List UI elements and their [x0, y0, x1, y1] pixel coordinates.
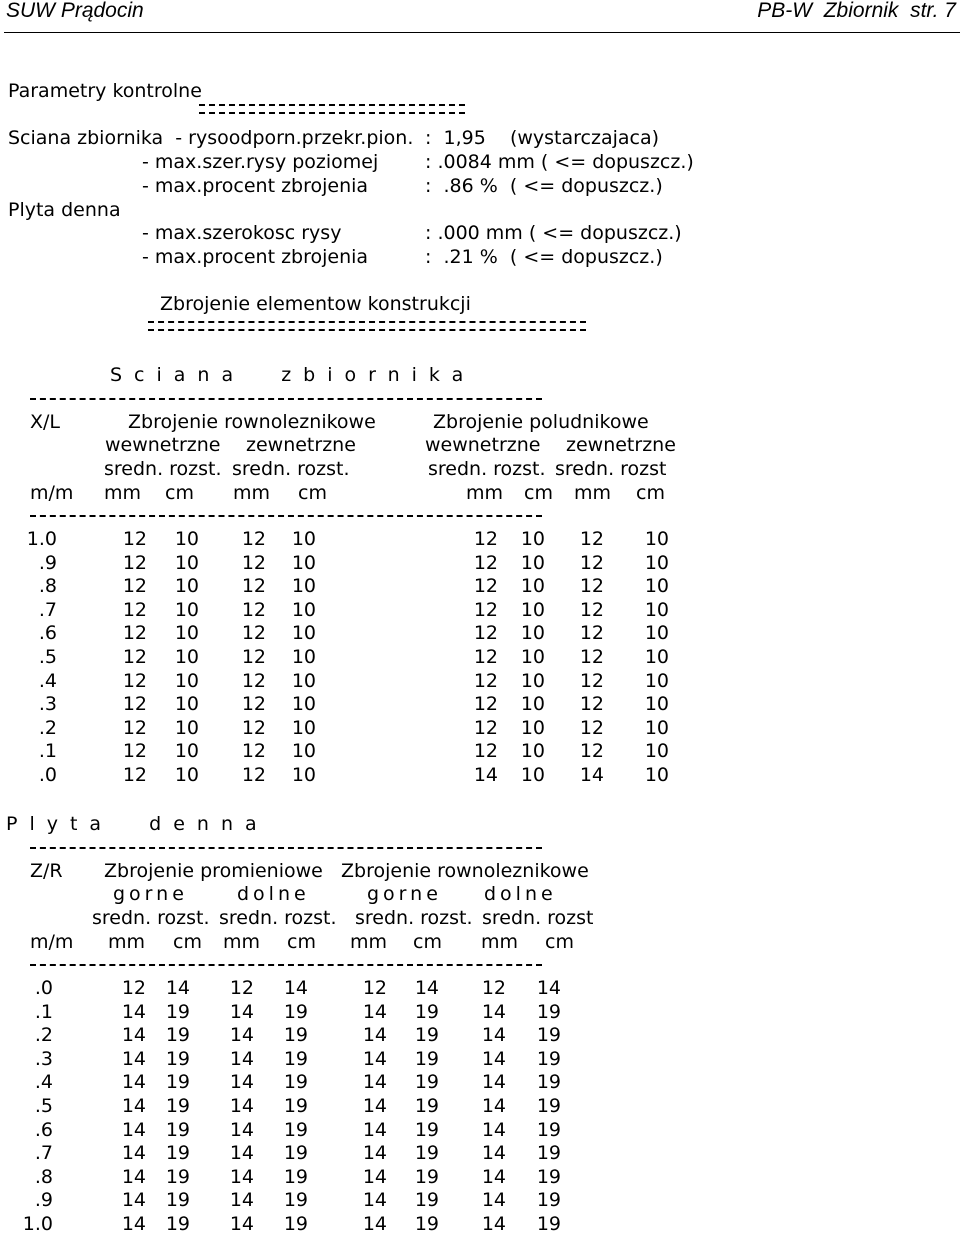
table-cell: 12 — [241, 551, 266, 574]
table-cell: 19 — [414, 1047, 439, 1070]
table-cell: 14 — [481, 1000, 506, 1023]
table-cell: 14 — [121, 1024, 146, 1047]
table-cell: 19 — [165, 1189, 190, 1212]
table-cell: 14 — [481, 1165, 506, 1188]
param-value: : .0084 mm ( <= dopuszcz.) — [425, 151, 694, 173]
table-cell: 14 — [362, 1213, 387, 1235]
row-position-cell: .5 — [34, 1095, 53, 1117]
table-cell: 12 — [473, 693, 498, 716]
unit-label: cm — [298, 482, 327, 504]
sciana-group-left: Zbrojenie rownoleznikowe — [128, 411, 376, 433]
param-label: - max.szerokosc rysy — [142, 222, 342, 244]
table-cell: 19 — [165, 1118, 190, 1141]
table-cell: 12 — [122, 693, 147, 716]
row-position-cell: 1.0 — [26, 528, 57, 550]
table-cell: 14 — [473, 764, 498, 786]
table-cell: 14 — [481, 1189, 506, 1212]
table-cell: 12 — [579, 716, 604, 739]
table-cell: 10 — [174, 646, 199, 668]
row-position-cell: .6 — [34, 1118, 53, 1141]
table-cell: 10 — [644, 598, 669, 621]
param-label: - max.szer.rysy poziomej — [142, 151, 379, 173]
table-cell: 14 — [229, 1071, 254, 1094]
table-cell: 10 — [174, 740, 199, 763]
table-cell: 14 — [229, 1118, 254, 1141]
unit-label: mm — [233, 482, 271, 504]
table-cell: 19 — [536, 1071, 561, 1094]
table-cell: 19 — [536, 1213, 561, 1235]
table-cell: 10 — [174, 716, 199, 739]
table-cell: 14 — [121, 1047, 146, 1070]
table-cell: 19 — [536, 1165, 561, 1188]
table-cell: 19 — [165, 1095, 190, 1117]
table-cell: 19 — [283, 1000, 308, 1023]
table-cell: 12 — [122, 528, 147, 550]
sciana-col-xl: X/L — [30, 411, 61, 433]
row-position-cell: .3 — [38, 693, 57, 716]
table-cell: 19 — [414, 1165, 439, 1188]
table-cell: 14 — [481, 1095, 506, 1117]
table-cell: 12 — [579, 740, 604, 763]
table-cell: 12 — [362, 977, 387, 999]
table-cell: 14 — [121, 1095, 146, 1117]
table-cell: 14 — [481, 1024, 506, 1047]
table-cell: 12 — [579, 693, 604, 716]
elements-title: Zbrojenie elementow konstrukcji — [160, 293, 471, 315]
table-cell: 10 — [644, 551, 669, 574]
table-cell: 14 — [121, 1165, 146, 1188]
column-header: zewnetrzne — [246, 434, 356, 456]
table-cell: 10 — [644, 646, 669, 668]
table-cell: 14 — [362, 1071, 387, 1094]
column-header: dolne — [237, 883, 310, 905]
row-position-cell: .2 — [34, 1024, 53, 1047]
table-cell: 10 — [291, 551, 316, 574]
table-cell: 10 — [520, 575, 545, 598]
table-cell: 10 — [644, 693, 669, 716]
table-cell: 10 — [520, 669, 545, 692]
table-cell: 19 — [165, 1142, 190, 1165]
table-cell: 19 — [536, 1024, 561, 1047]
row-position-cell: .7 — [34, 1142, 53, 1165]
plyta-title: Plyta denna — [6, 813, 269, 835]
table-cell: 19 — [165, 1047, 190, 1070]
row-position-cell: .8 — [38, 575, 57, 598]
table-cell: 14 — [229, 1165, 254, 1188]
table-cell: 12 — [241, 716, 266, 739]
table-cell: 10 — [644, 740, 669, 763]
table-cell: 19 — [536, 1047, 561, 1070]
table-cell: 19 — [536, 1189, 561, 1212]
unit-label: m/m — [30, 931, 74, 953]
table-cell: 19 — [283, 1142, 308, 1165]
table-cell: 19 — [536, 1095, 561, 1117]
table-cell: 19 — [283, 1071, 308, 1094]
table-cell: 14 — [229, 1047, 254, 1070]
row-position-cell: .4 — [34, 1071, 53, 1094]
table-cell: 19 — [414, 1071, 439, 1094]
table-cell: 10 — [174, 551, 199, 574]
table-cell: 12 — [241, 764, 266, 786]
table-divider — [30, 847, 542, 849]
table-cell: 19 — [165, 1165, 190, 1188]
table-cell: 10 — [174, 528, 199, 550]
table-cell: 19 — [283, 1095, 308, 1117]
table-cell: 19 — [283, 1047, 308, 1070]
table-cell: 10 — [644, 669, 669, 692]
table-divider — [30, 515, 542, 517]
table-cell: 14 — [481, 1213, 506, 1235]
table-cell: 12 — [122, 551, 147, 574]
table-cell: 14 — [362, 1118, 387, 1141]
table-cell: 10 — [291, 716, 316, 739]
param-label: - max.procent zbrojenia — [142, 175, 369, 197]
table-cell: 14 — [229, 1024, 254, 1047]
table-cell: 14 — [362, 1189, 387, 1212]
table-cell: 10 — [174, 575, 199, 598]
table-cell: 10 — [291, 646, 316, 668]
table-cell: 19 — [165, 1000, 190, 1023]
table-cell: 10 — [291, 764, 316, 786]
table-cell: 19 — [414, 1189, 439, 1212]
row-position-cell: .2 — [38, 716, 57, 739]
table-cell: 10 — [174, 764, 199, 786]
table-cell: 19 — [283, 1118, 308, 1141]
table-cell: 19 — [414, 1095, 439, 1117]
table-cell: 14 — [121, 1189, 146, 1212]
column-header: wewnetrzne — [105, 434, 221, 456]
table-cell: 12 — [579, 528, 604, 550]
table-cell: 19 — [165, 1071, 190, 1094]
table-cell: 14 — [229, 1142, 254, 1165]
table-cell: 19 — [536, 1000, 561, 1023]
column-header: sredn. rozst. — [104, 458, 222, 480]
header-rule — [4, 32, 960, 33]
table-cell: 10 — [291, 528, 316, 550]
table-cell: 12 — [473, 551, 498, 574]
table-cell: 12 — [122, 646, 147, 668]
table-cell: 10 — [291, 598, 316, 621]
table-cell: 14 — [362, 1047, 387, 1070]
table-cell: 12 — [579, 669, 604, 692]
row-position-cell: .9 — [38, 551, 57, 574]
table-cell: 12 — [241, 693, 266, 716]
param-label: - max.procent zbrojenia — [142, 246, 369, 268]
table-divider — [30, 964, 542, 966]
row-position-cell: .1 — [34, 1000, 53, 1023]
table-cell: 14 — [362, 1142, 387, 1165]
table-cell: 14 — [229, 1213, 254, 1235]
table-cell: 12 — [579, 598, 604, 621]
table-cell: 19 — [536, 1142, 561, 1165]
table-cell: 14 — [362, 1000, 387, 1023]
table-cell: 14 — [481, 1047, 506, 1070]
table-cell: 10 — [174, 669, 199, 692]
table-cell: 10 — [520, 716, 545, 739]
table-cell: 12 — [473, 575, 498, 598]
table-cell: 12 — [473, 740, 498, 763]
params-title: Parametry kontrolne — [8, 80, 202, 102]
table-cell: 10 — [644, 622, 669, 645]
column-header: sredn. rozst — [482, 907, 594, 929]
column-header: sredn. rozst. — [232, 458, 350, 480]
table-cell: 19 — [165, 1213, 190, 1235]
table-cell: 12 — [473, 646, 498, 668]
unit-label: mm — [350, 931, 388, 953]
row-position-cell: .3 — [34, 1047, 53, 1070]
table-cell: 19 — [283, 1024, 308, 1047]
unit-label: m/m — [30, 482, 74, 504]
table-cell: 10 — [520, 646, 545, 668]
table-cell: 14 — [229, 1000, 254, 1023]
table-cell: 10 — [520, 693, 545, 716]
params-underline — [199, 104, 465, 114]
row-position-cell: .6 — [38, 622, 57, 645]
table-cell: 10 — [291, 622, 316, 645]
table-cell: 14 — [121, 1118, 146, 1141]
table-cell: 14 — [362, 1165, 387, 1188]
column-header: sredn. rozst — [555, 458, 667, 480]
unit-label: mm — [481, 931, 519, 953]
table-cell: 10 — [644, 716, 669, 739]
table-cell: 12 — [241, 528, 266, 550]
table-cell: 12 — [122, 622, 147, 645]
table-cell: 10 — [291, 693, 316, 716]
table-cell: 14 — [481, 1071, 506, 1094]
table-cell: 14 — [362, 1095, 387, 1117]
unit-label: mm — [104, 482, 142, 504]
table-cell: 10 — [520, 764, 545, 786]
table-cell: 19 — [414, 1142, 439, 1165]
unit-label: mm — [108, 931, 146, 953]
table-cell: 14 — [362, 1024, 387, 1047]
row-position-cell: .0 — [34, 977, 53, 999]
sciana-group-right: Zbrojenie poludnikowe — [433, 411, 649, 433]
row-position-cell: .0 — [38, 764, 57, 786]
table-cell: 19 — [414, 1000, 439, 1023]
row-position-cell: .7 — [38, 598, 57, 621]
row-position-cell: .9 — [34, 1189, 53, 1212]
plyta-col-zr: Z/R — [30, 860, 63, 882]
table-cell: 12 — [473, 669, 498, 692]
sciana-title: Sciana zbiornika — [110, 364, 476, 386]
table-cell: 10 — [644, 575, 669, 598]
table-cell: 12 — [579, 575, 604, 598]
param-value: : .21 % ( <= dopuszcz.) — [425, 246, 663, 268]
table-cell: 19 — [283, 1165, 308, 1188]
table-cell: 12 — [579, 551, 604, 574]
table-cell: 12 — [473, 528, 498, 550]
table-cell: 14 — [229, 1189, 254, 1212]
table-cell: 14 — [481, 1118, 506, 1141]
table-cell: 12 — [481, 977, 506, 999]
header-right: PB-W Zbiornik str. 7 — [757, 0, 956, 22]
table-cell: 19 — [283, 1213, 308, 1235]
unit-label: cm — [165, 482, 194, 504]
table-cell: 12 — [241, 575, 266, 598]
row-position-cell: .1 — [38, 740, 57, 763]
plyta-group-right: Zbrojenie rownoleznikowe — [341, 860, 589, 882]
table-cell: 19 — [414, 1213, 439, 1235]
table-cell: 14 — [414, 977, 439, 999]
table-cell: 12 — [121, 977, 146, 999]
table-cell: 12 — [579, 646, 604, 668]
table-cell: 14 — [536, 977, 561, 999]
param-label: Plyta denna — [8, 199, 121, 221]
table-cell: 10 — [174, 622, 199, 645]
table-cell: 12 — [473, 622, 498, 645]
table-cell: 10 — [520, 740, 545, 763]
table-cell: 14 — [229, 1095, 254, 1117]
table-cell: 10 — [520, 528, 545, 550]
table-cell: 12 — [241, 646, 266, 668]
row-position-cell: 1.0 — [22, 1213, 53, 1235]
table-cell: 12 — [122, 716, 147, 739]
unit-label: mm — [466, 482, 504, 504]
table-cell: 19 — [414, 1024, 439, 1047]
table-cell: 14 — [165, 977, 190, 999]
param-label: Sciana zbiornika - rysoodporn.przekr.pion. — [8, 127, 414, 149]
table-cell: 14 — [283, 977, 308, 999]
table-cell: 10 — [644, 764, 669, 786]
table-cell: 10 — [174, 693, 199, 716]
unit-label: mm — [574, 482, 612, 504]
table-cell: 10 — [644, 528, 669, 550]
table-cell: 19 — [414, 1118, 439, 1141]
table-cell: 12 — [241, 622, 266, 645]
table-cell: 12 — [122, 669, 147, 692]
table-cell: 10 — [520, 622, 545, 645]
row-position-cell: .5 — [38, 646, 57, 668]
row-position-cell: .8 — [34, 1165, 53, 1188]
table-divider — [30, 398, 542, 400]
column-header: sredn. rozst. — [355, 907, 473, 929]
plyta-group-left: Zbrojenie promieniowe — [104, 860, 323, 882]
table-cell: 12 — [473, 716, 498, 739]
unit-label: cm — [524, 482, 553, 504]
column-header: wewnetrzne — [425, 434, 541, 456]
column-header: gorne — [367, 883, 442, 905]
table-cell: 19 — [536, 1118, 561, 1141]
table-cell: 10 — [520, 551, 545, 574]
table-cell: 10 — [520, 598, 545, 621]
row-position-cell: .4 — [38, 669, 57, 692]
table-cell: 12 — [473, 598, 498, 621]
unit-label: cm — [413, 931, 442, 953]
table-cell: 10 — [291, 669, 316, 692]
table-cell: 12 — [229, 977, 254, 999]
unit-label: cm — [636, 482, 665, 504]
table-cell: 12 — [122, 575, 147, 598]
table-cell: 14 — [121, 1000, 146, 1023]
table-cell: 10 — [174, 598, 199, 621]
table-cell: 12 — [122, 598, 147, 621]
header-left: SUW Prądocin — [6, 0, 144, 22]
table-cell: 12 — [122, 740, 147, 763]
table-cell: 10 — [291, 740, 316, 763]
column-header: gorne — [113, 883, 188, 905]
unit-label: cm — [173, 931, 202, 953]
table-cell: 12 — [241, 669, 266, 692]
table-cell: 19 — [165, 1024, 190, 1047]
table-cell: 12 — [241, 740, 266, 763]
table-cell: 12 — [579, 622, 604, 645]
table-cell: 19 — [283, 1189, 308, 1212]
param-value: : .86 % ( <= dopuszcz.) — [425, 175, 663, 197]
column-header: dolne — [484, 883, 557, 905]
unit-label: mm — [223, 931, 261, 953]
unit-label: cm — [287, 931, 316, 953]
table-cell: 10 — [291, 575, 316, 598]
column-header: sredn. rozst. — [92, 907, 210, 929]
table-cell: 14 — [579, 764, 604, 786]
unit-label: cm — [545, 931, 574, 953]
column-header: sredn. rozst. — [219, 907, 337, 929]
elements-underline — [148, 321, 586, 331]
table-cell: 14 — [121, 1142, 146, 1165]
column-header: sredn. rozst. — [428, 458, 546, 480]
param-value: : 1,95 (wystarczajaca) — [425, 127, 660, 149]
table-cell: 14 — [121, 1071, 146, 1094]
param-value: : .000 mm ( <= dopuszcz.) — [425, 222, 682, 244]
column-header: zewnetrzne — [566, 434, 676, 456]
table-cell: 14 — [121, 1213, 146, 1235]
table-cell: 12 — [241, 598, 266, 621]
table-cell: 14 — [481, 1142, 506, 1165]
table-cell: 12 — [122, 764, 147, 786]
